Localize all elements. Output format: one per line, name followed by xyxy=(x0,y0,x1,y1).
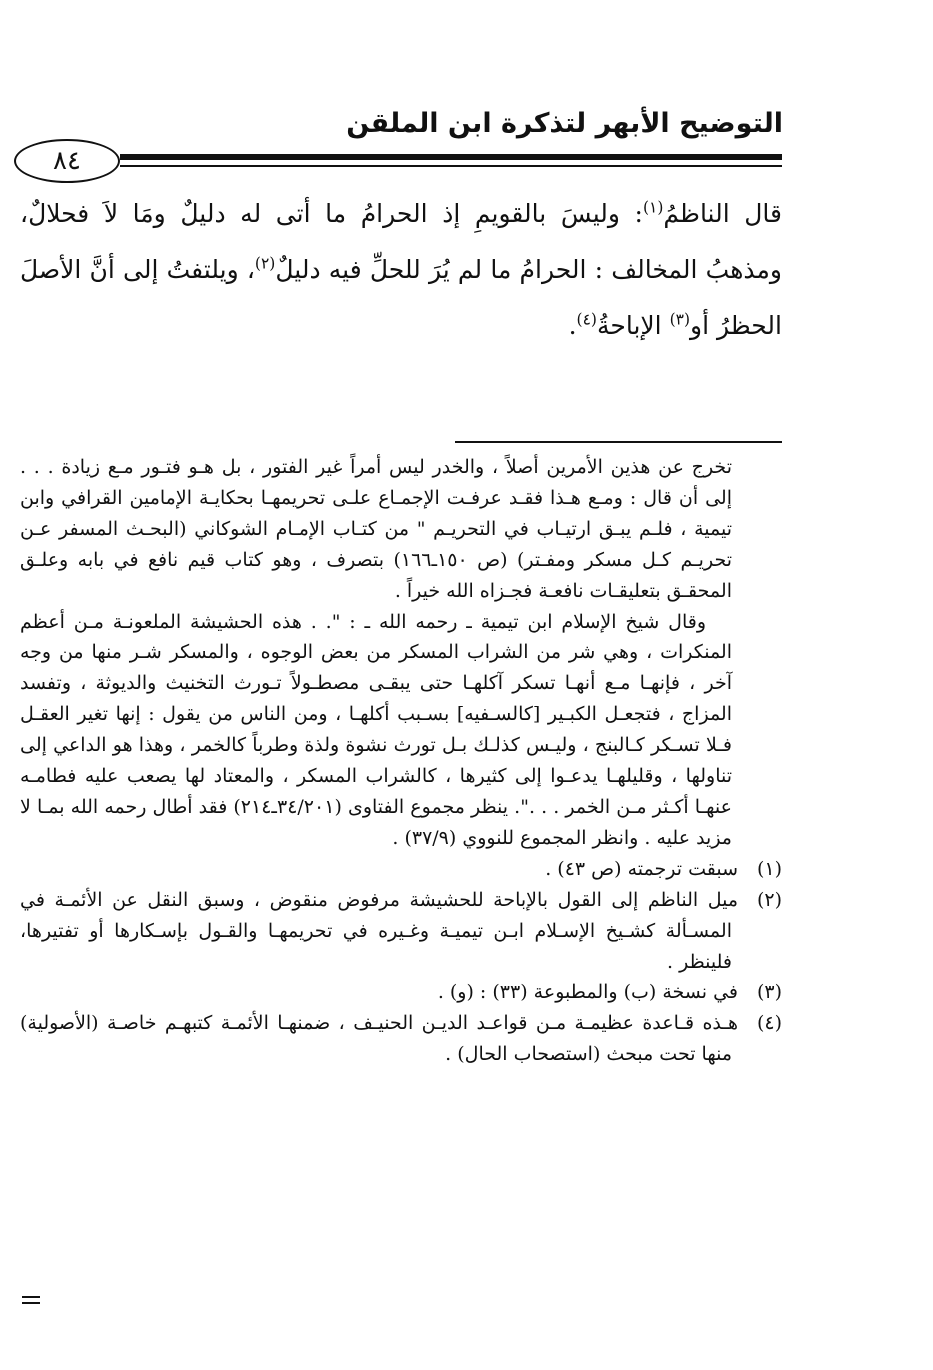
page-end-mark xyxy=(22,1296,40,1308)
header-rule-thick xyxy=(120,154,782,160)
page-number: ٨٤ xyxy=(14,139,120,183)
main-line3-mid: الإباحةُ xyxy=(596,311,670,340)
footnote-ref-1[interactable]: (١) xyxy=(642,198,664,217)
footnote-text-1: سبقت ترجمته (ص ٤٣) . xyxy=(545,857,738,880)
footnote-text-3: في نسخة (ب) والمطبوعة (٣٣) : (و) . xyxy=(437,981,738,1004)
header-rule-thin xyxy=(120,165,782,167)
main-text xyxy=(20,186,782,354)
main-line3-end: . xyxy=(568,311,577,340)
footnote-item-4 xyxy=(20,1008,782,1070)
footnote-number-3: (٣) xyxy=(756,981,782,1004)
footnote-ibn-taymiyyah-quote: وقال شيخ الإسلام ابن تيمية ـ رحمه الله ـ : ". . هذه الحشيشة الملعونـة مـن أعظم المنكرات ، وهي شر من الشراب المسكر من بعض الوجوه ، والمسكر شـر منها من وجه آخر ، فإنهـا مـع أنهـا تسكر آكلهـا حتى يبقـى مصطـولاً تـورث التخنيث والديوثة ، وتفسد المزاج ، فتجعـل الكبـير [كالسـفيه] بسـبب أكلهـا ، ومن الناس من يقول : إنها تغير العقـل فـلا تسـكر كـالبنج ، وليـس كذلـك بـل تورث نشوة ولذة وطرباً كالخمر ، وهذا هو الداعي إلى تناولها ، وقليلهـا يدعـوا إلى كثيرها ، كالشراب المسكر ، والمعتاد لها يصعب عليه فطامـه عنهـا أكـثر مـن الخمر . . .". ينظر مجموع الفتاوى (٣٤/٢٠١ـ٢١٤) فقد أطال رحمه الله بمـا لا مزيد عليه . وانظر المجموع للنووي (٣٧/٩) . xyxy=(20,610,732,849)
footnote-ref-4[interactable]: (٤) xyxy=(576,310,597,329)
footnote-ref-2[interactable]: (٢) xyxy=(254,254,276,273)
footnote-text-4: هـذه قـاعدة عظيمـة مـن قواعـد الديـن الحنيـف ، ضمنهـا الأئمـة كتبهـم خاصـة (الأصولية) منها تحت مبحث (استصحاب الحال) . xyxy=(20,1012,738,1066)
footnote-ref-3[interactable]: (٣) xyxy=(669,310,691,329)
main-line3-text: الحظرُ أو xyxy=(690,311,782,340)
footnote-separator xyxy=(455,441,782,443)
footnote-item-3 xyxy=(20,977,782,1008)
footnotes xyxy=(20,452,782,1070)
main-line1-text: قال الناظمُ xyxy=(663,199,782,228)
footnote-number-2: (٢) xyxy=(756,888,782,911)
footnote-item-2 xyxy=(20,885,782,978)
main-line2-rest: ، ويلتفتُ إلى أنَّ الأصلَ xyxy=(20,255,255,284)
footnote-item-1 xyxy=(20,854,782,885)
footnote-number-1: (١) xyxy=(756,857,782,880)
book-title: التوضيح الأبهر لتذكرة ابن الملقن xyxy=(346,108,783,139)
footnote-number-4: (٤) xyxy=(756,1012,782,1035)
main-line2-text: ومذهبُ المخالف : الحرامُ ما لم يُرَ للحلِّ فيه دليلٌ xyxy=(275,255,782,284)
main-line1-rest: : وليسَ بالقويمِ إذ الحرامُ ما أتى له دليلٌ ومَا لاَ فحلالٌ، xyxy=(20,199,643,228)
footnote-continuation: تخرج عن هذين الأمرين أصلاً ، والخدر ليس أمراً غير الفتور ، بل هـو فتـور مـع زيادة . . . إلى أن قال : ومـع هـذا فقـد عرفـت الإجمـاع علـى تحريمهـا بحكايـة الإمامين القرافي وابن تيمية ، فلـم يبـق ارتيـاب في التحريـم " من كتـاب الإمـام الشوكاني (البحـث المسفر عـن تحريـم كـل مسكر ومفـتر) (ص ١٥٠ـ١٦٦) بتصرف ، وهو كتاب قيم نافع في بابه وعلـق المحقـق بتعليقـات نافعـة فجـزاه الله خيراً . xyxy=(20,456,732,602)
footnote-text-2: ميل الناظم إلى القول بالإباحة للحشيشة مرفوض منقوض ، وسبق النقل عن الأئمـة في المسـألة كشـيخ الإسـلام ابـن تيميـة وغـيره في تحريمهـا والقـول بإسـكارها أو تفتيرها، فلينظر . xyxy=(20,888,738,973)
